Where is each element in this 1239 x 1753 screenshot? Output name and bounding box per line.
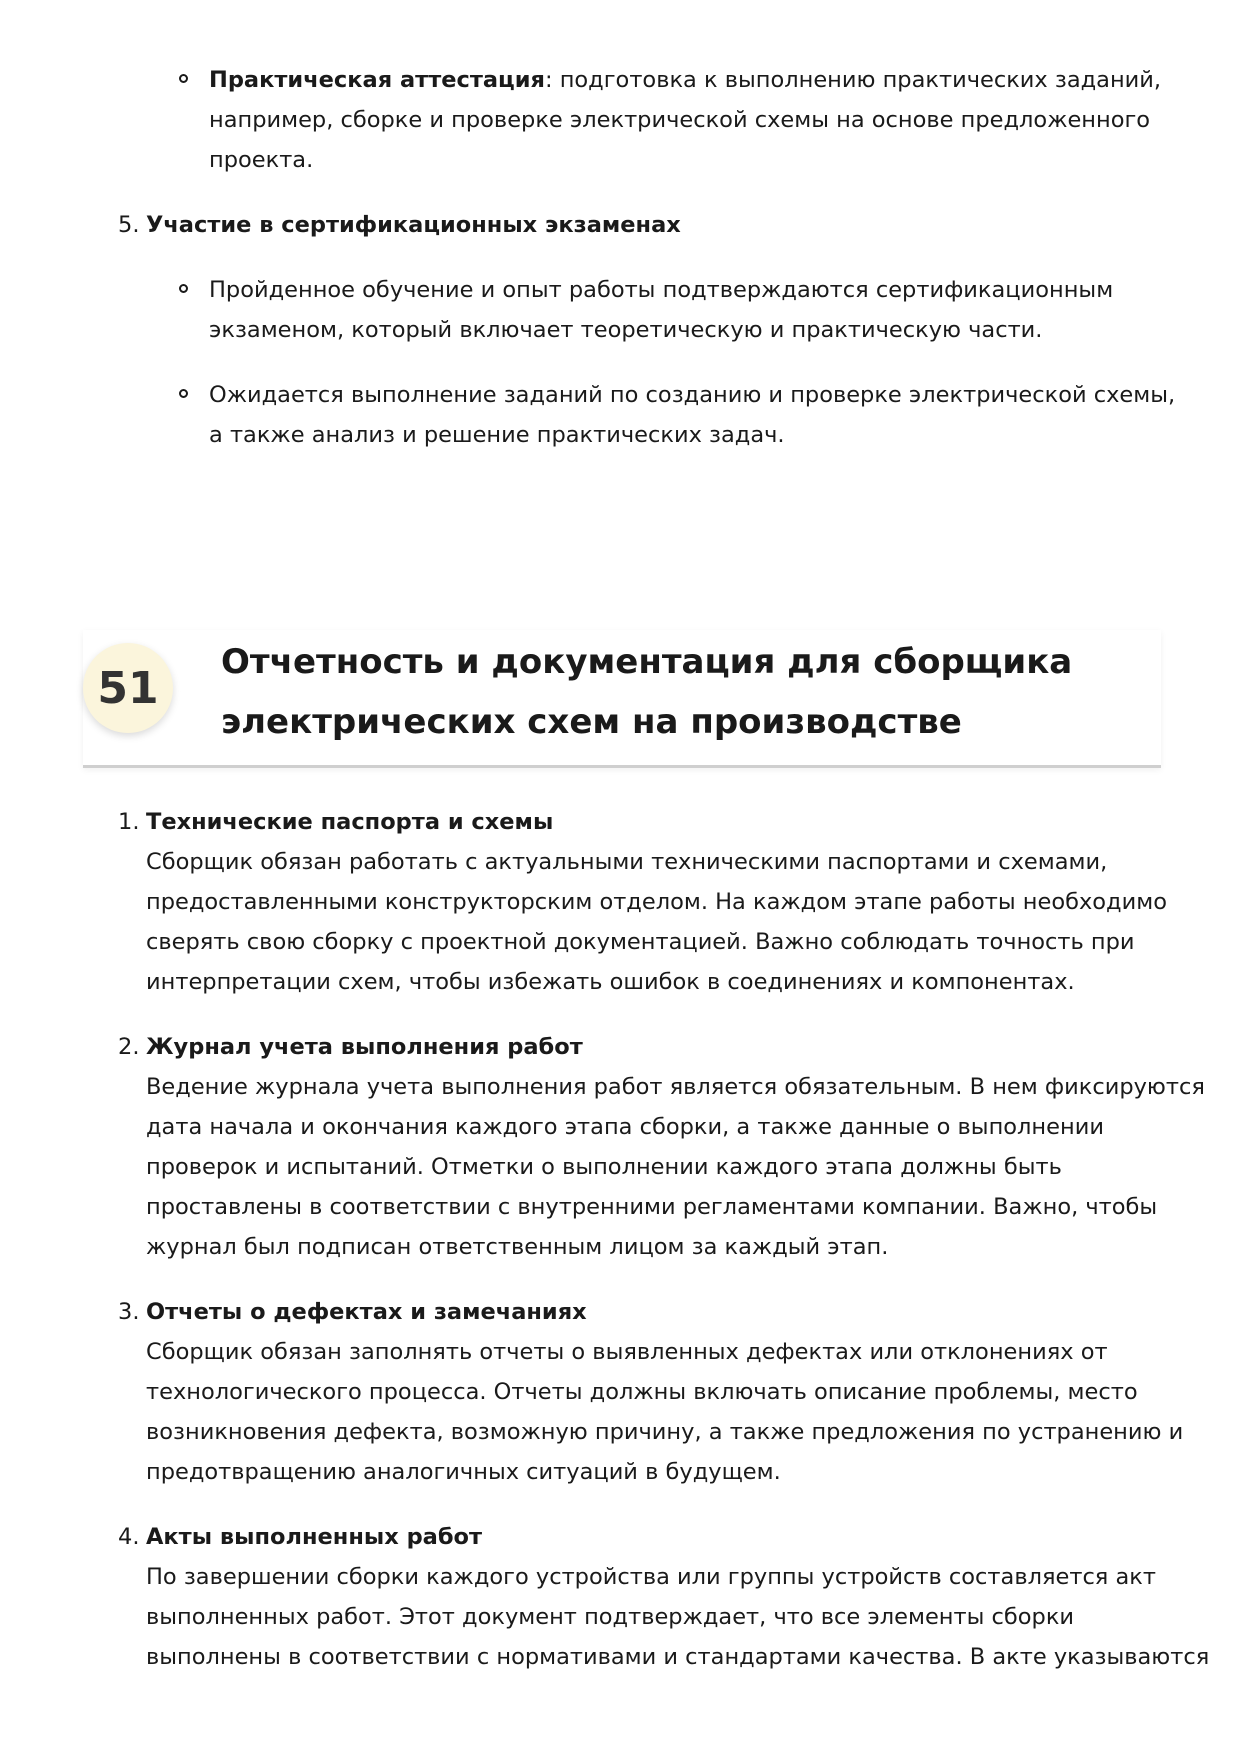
list-item-text: Пройденное обучение и опыт работы подтверждаются сертификационным	[209, 277, 1114, 303]
numbered-item-1	[0, 802, 1239, 1002]
list-number: 1.	[118, 809, 140, 835]
list-item-practical-attestation	[0, 60, 1239, 180]
previous-section-continuation	[0, 60, 1239, 455]
numbered-list	[0, 802, 1239, 1677]
list-item-text: технологического процесса. Отчеты должны включать описание проблемы, место	[146, 1379, 1138, 1405]
list-item-text: подготовка к выполнению практических заданий,	[552, 67, 1162, 93]
numbered-item-2	[0, 1027, 1239, 1267]
hollow-circle-bullet-icon	[179, 389, 188, 398]
list-item-text: проекта.	[209, 147, 314, 173]
list-item-line	[209, 60, 1239, 100]
numbered-item-5	[0, 205, 1239, 245]
list-item-text: например, сборке и проверке электрической схемы на основе предложенного	[209, 107, 1151, 133]
list-item-text: предотвращению аналогичных ситуаций в будущем.	[146, 1459, 781, 1485]
list-item-text: выполненных работ. Этот документ подтверждает, что все элементы сборки	[146, 1604, 1075, 1630]
list-item-title: Участие в сертификационных экзаменах	[146, 212, 681, 238]
list-number: 4.	[118, 1524, 140, 1550]
list-item-text: выполнены в соответствии с нормативами и стандартами качества. В акте указываются	[146, 1644, 1210, 1670]
section-title	[221, 632, 1072, 752]
list-item-text: а также анализ и решение практических задач.	[209, 422, 785, 448]
list-item-text: проставлены в соответствии с внутренними регламентами компании. Важно, чтобы	[146, 1194, 1158, 1220]
list-number: 2.	[118, 1034, 140, 1060]
list-item-text: возникновения дефекта, возможную причину, а также предложения по устранению и	[146, 1419, 1184, 1445]
section-title-line: электрических схем на производстве	[221, 702, 962, 742]
list-item-title: Журнал учета выполнения работ	[146, 1034, 583, 1060]
list-item-text: По завершении сборки каждого устройства или группы устройств составляется акт	[146, 1564, 1156, 1590]
list-item-title: Технические паспорта и схемы	[146, 809, 554, 835]
list-item-text: экзаменом, который включает теоретическую и практическую части.	[209, 317, 1043, 343]
list-item-text: журнал был подписан ответственным лицом за каждый этап.	[146, 1234, 889, 1260]
numbered-item-4	[0, 1517, 1239, 1677]
hollow-circle-bullet-icon	[179, 74, 188, 83]
list-item-text: Сборщик обязан работать с актуальными техническими паспортами и схемами,	[146, 849, 1108, 875]
list-item-text: Сборщик обязан заполнять отчеты о выявленных дефектах или отклонениях от	[146, 1339, 1108, 1365]
list-item-text: проверок и испытаний. Отметки о выполнении каждого этапа должны быть	[146, 1154, 1062, 1180]
list-item-title: Акты выполненных работ	[146, 1524, 483, 1550]
list-number: 5.	[118, 212, 140, 238]
list-item	[0, 270, 1239, 350]
section-header	[83, 630, 1161, 768]
list-item-text: сверять свою сборку с проектной документацией. Важно соблюдать точность при	[146, 929, 1135, 955]
section-title-line: Отчетность и документация для сборщика	[221, 642, 1073, 682]
list-item-text: Ожидается выполнение заданий по созданию и проверке электрической схемы,	[209, 382, 1176, 408]
title-separator: :	[544, 67, 553, 93]
section-number-badge: 51	[83, 643, 173, 733]
list-item-text: дата начала и окончания каждого этапа сборки, а также данные о выполнении	[146, 1114, 1104, 1140]
list-item-text: интерпретации схем, чтобы избежать ошибок в соединениях и компонентах.	[146, 969, 1075, 995]
numbered-item-3	[0, 1292, 1239, 1492]
hollow-circle-bullet-icon	[179, 284, 188, 293]
list-number: 3.	[118, 1299, 140, 1325]
list-item-title: Отчеты о дефектах и замечаниях	[146, 1299, 587, 1325]
list-item-text: предоставленными конструкторским отделом. На каждом этапе работы необходимо	[146, 889, 1167, 915]
list-item-title: Практическая аттестация	[209, 67, 545, 93]
list-item-text: Ведение журнала учета выполнения работ является обязательным. В нем фиксируются	[146, 1074, 1205, 1100]
list-item	[0, 375, 1239, 455]
